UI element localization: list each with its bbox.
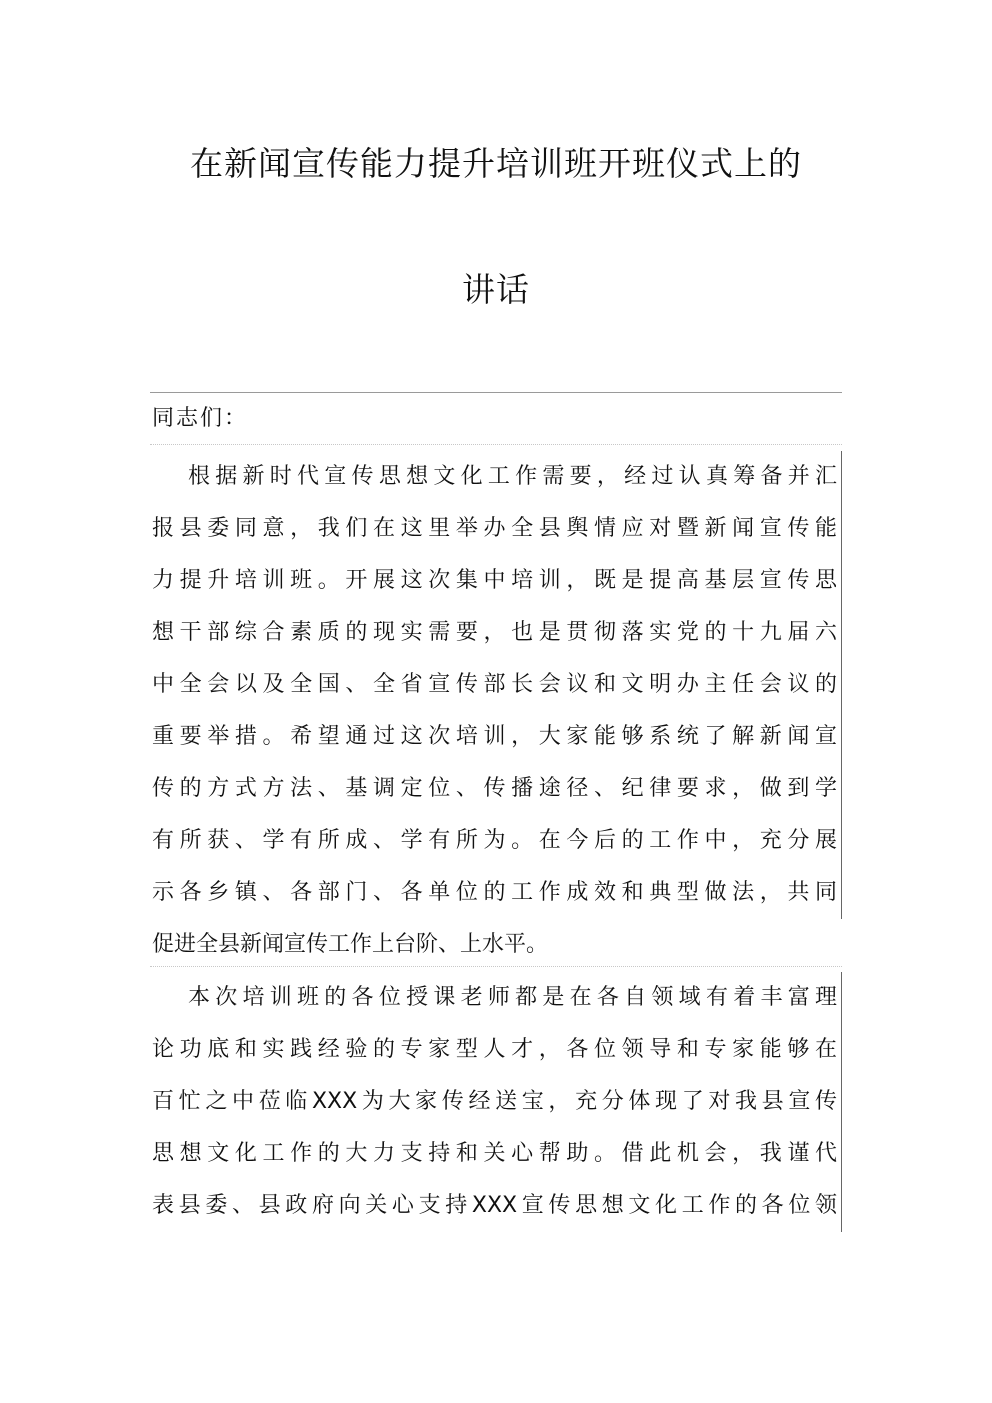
paragraph-line: 重要举措。希望通过这次培训，大家能够系统了解新闻宣 [152, 711, 842, 763]
paragraph-line: 报县委同意，我们在这里举办全县舆情应对暨新闻宣传能 [152, 503, 842, 555]
paragraph-line: 促进全县新闻宣传工作上台阶、上水平。 [152, 932, 549, 957]
paragraph-line: 有所获、学有所成、学有所为。在今后的工作中，充分展 [152, 815, 842, 867]
paragraph-line: 传的方式方法、基调定位、传播途径、纪律要求，做到学 [152, 763, 842, 815]
paragraph-line: 示各乡镇、各部门、各单位的工作成效和典型做法，共同 [152, 867, 842, 919]
document-title-line-2: 讲话 [462, 270, 530, 309]
paragraph-line: 力提升培训班。开展这次集中培训，既是提高基层宣传思 [152, 555, 842, 607]
section-divider [150, 444, 842, 445]
body-paragraph-2 [152, 972, 842, 1232]
document-title-line-1: 在新闻宣传能力提升培训班开班仪式上的 [190, 144, 802, 183]
section-divider [150, 966, 842, 967]
paragraph-line: 百忙之中莅临XXX为大家传经送宝，充分体现了对我县宣传 [152, 1076, 842, 1128]
body-paragraph-1 [152, 451, 842, 971]
paragraph-line: 本次培训班的各位授课老师都是在各自领域有着丰富理 [152, 972, 842, 1024]
paragraph-line: 根据新时代宣传思想文化工作需要，经过认真筹备并汇 [152, 451, 842, 503]
paragraph-line: 中全会以及全国、全省宣传部长会议和文明办主任会议的 [152, 659, 842, 711]
salutation: 同志们： [152, 406, 249, 431]
paragraph-line: 想干部综合素质的现实需要，也是贯彻落实党的十九届六 [152, 607, 842, 659]
paragraph-line: 论功底和实践经验的专家型人才，各位领导和专家能够在 [152, 1024, 842, 1076]
top-divider [150, 392, 842, 393]
paragraph-line: 思想文化工作的大力支持和关心帮助。借此机会，我谨代 [152, 1128, 842, 1180]
paragraph-line: 表县委、县政府向关心支持XXX宣传思想文化工作的各位领 [152, 1180, 842, 1232]
